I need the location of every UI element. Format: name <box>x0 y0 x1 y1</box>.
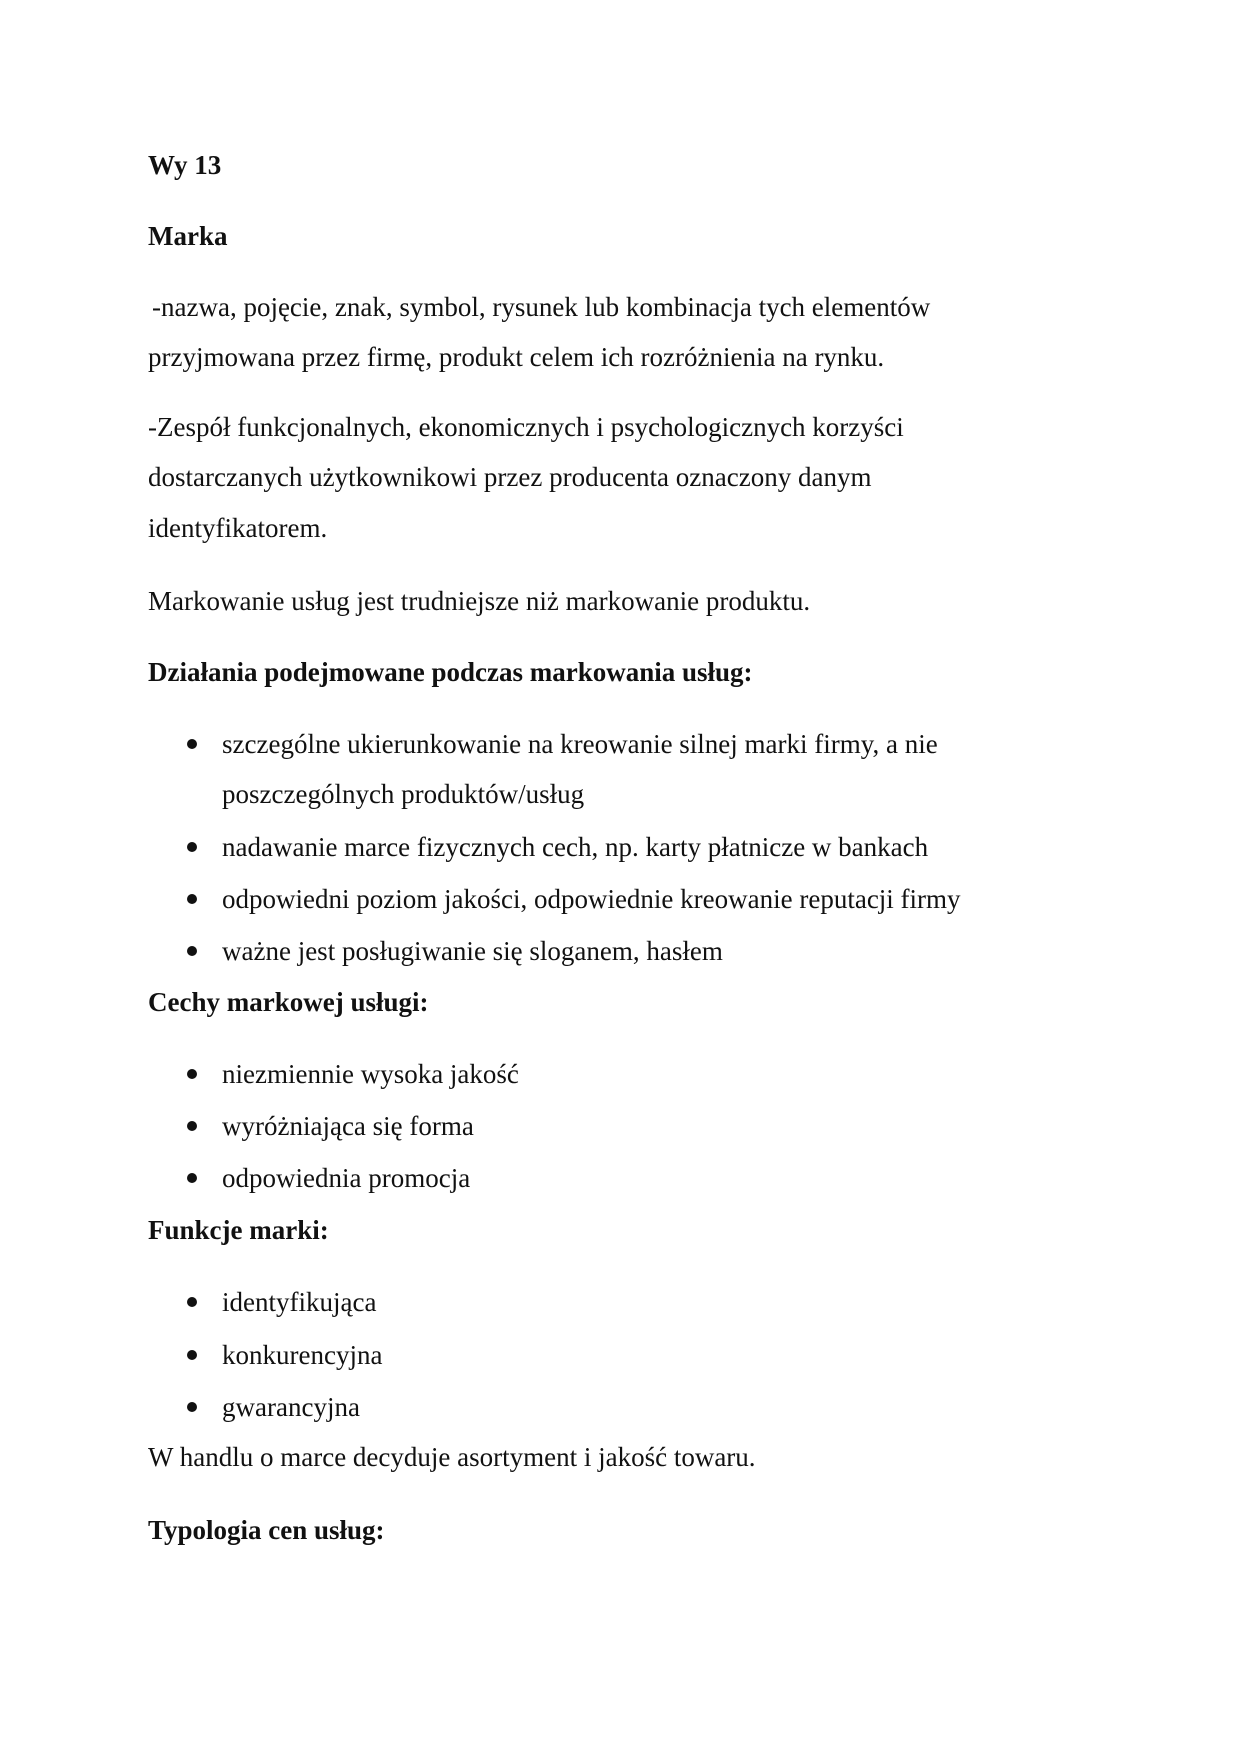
definition-2-line-2: dostarczanych użytkownikowi przez producenta oznaczony danym <box>148 462 872 492</box>
features-item-1: niezmiennie wysoka jakość <box>222 1059 519 1089</box>
bullet-icon <box>187 1069 197 1079</box>
heading-functions: Funkcje marki: <box>148 1215 329 1245</box>
bullet-icon <box>187 894 197 904</box>
features-item-2: wyróżniająca się forma <box>222 1111 474 1141</box>
actions-item-4: ważne jest posługiwanie się sloganem, hasłem <box>222 936 723 966</box>
actions-item-1-line-2: poszczególnych produktów/usług <box>222 779 585 809</box>
bullet-icon <box>187 1173 197 1183</box>
functions-item-1: identyfikująca <box>222 1287 377 1317</box>
bullet-icon <box>187 842 197 852</box>
bullet-icon <box>187 1350 197 1360</box>
functions-item-2: konkurencyjna <box>222 1340 383 1370</box>
heading-marka: Marka <box>148 221 228 251</box>
features-item-3: odpowiednia promocja <box>222 1163 471 1193</box>
bullet-icon <box>187 1297 197 1307</box>
bullet-icon <box>187 1121 197 1131</box>
definition-2-line-3: identyfikatorem. <box>148 513 328 543</box>
actions-item-1-line-1: szczególne ukierunkowanie na kreowanie silnej marki firmy, a nie <box>222 729 938 759</box>
bullet-icon <box>187 946 197 956</box>
heading-prices: Typologia cen usług: <box>148 1515 385 1545</box>
bullet-icon <box>187 739 197 749</box>
trade-note: W handlu o marce decyduje asortyment i jakość towaru. <box>148 1442 756 1472</box>
services-note: Markowanie usług jest trudniejsze niż markowanie produktu. <box>148 586 811 616</box>
definition-1-line-2: przyjmowana przez firmę, produkt celem ich rozróżnienia na rynku. <box>148 342 885 372</box>
bullet-icon <box>187 1402 197 1412</box>
heading-actions: Działania podejmowane podczas markowania usług: <box>148 657 753 687</box>
functions-item-3: gwarancyjna <box>222 1392 360 1422</box>
actions-item-2: nadawanie marce fizycznych cech, np. karty płatnicze w bankach <box>222 832 929 862</box>
definition-2-line-1: -Zespół funkcjonalnych, ekonomicznych i psychologicznych korzyści <box>148 412 904 442</box>
definition-1-line-1: -nazwa, pojęcie, znak, symbol, rysunek lub kombinacja tych elementów <box>152 292 931 322</box>
heading-features: Cechy markowej usługi: <box>148 987 429 1017</box>
heading-lecture: Wy 13 <box>148 150 222 180</box>
actions-item-3: odpowiedni poziom jakości, odpowiednie kreowanie reputacji firmy <box>222 884 961 914</box>
